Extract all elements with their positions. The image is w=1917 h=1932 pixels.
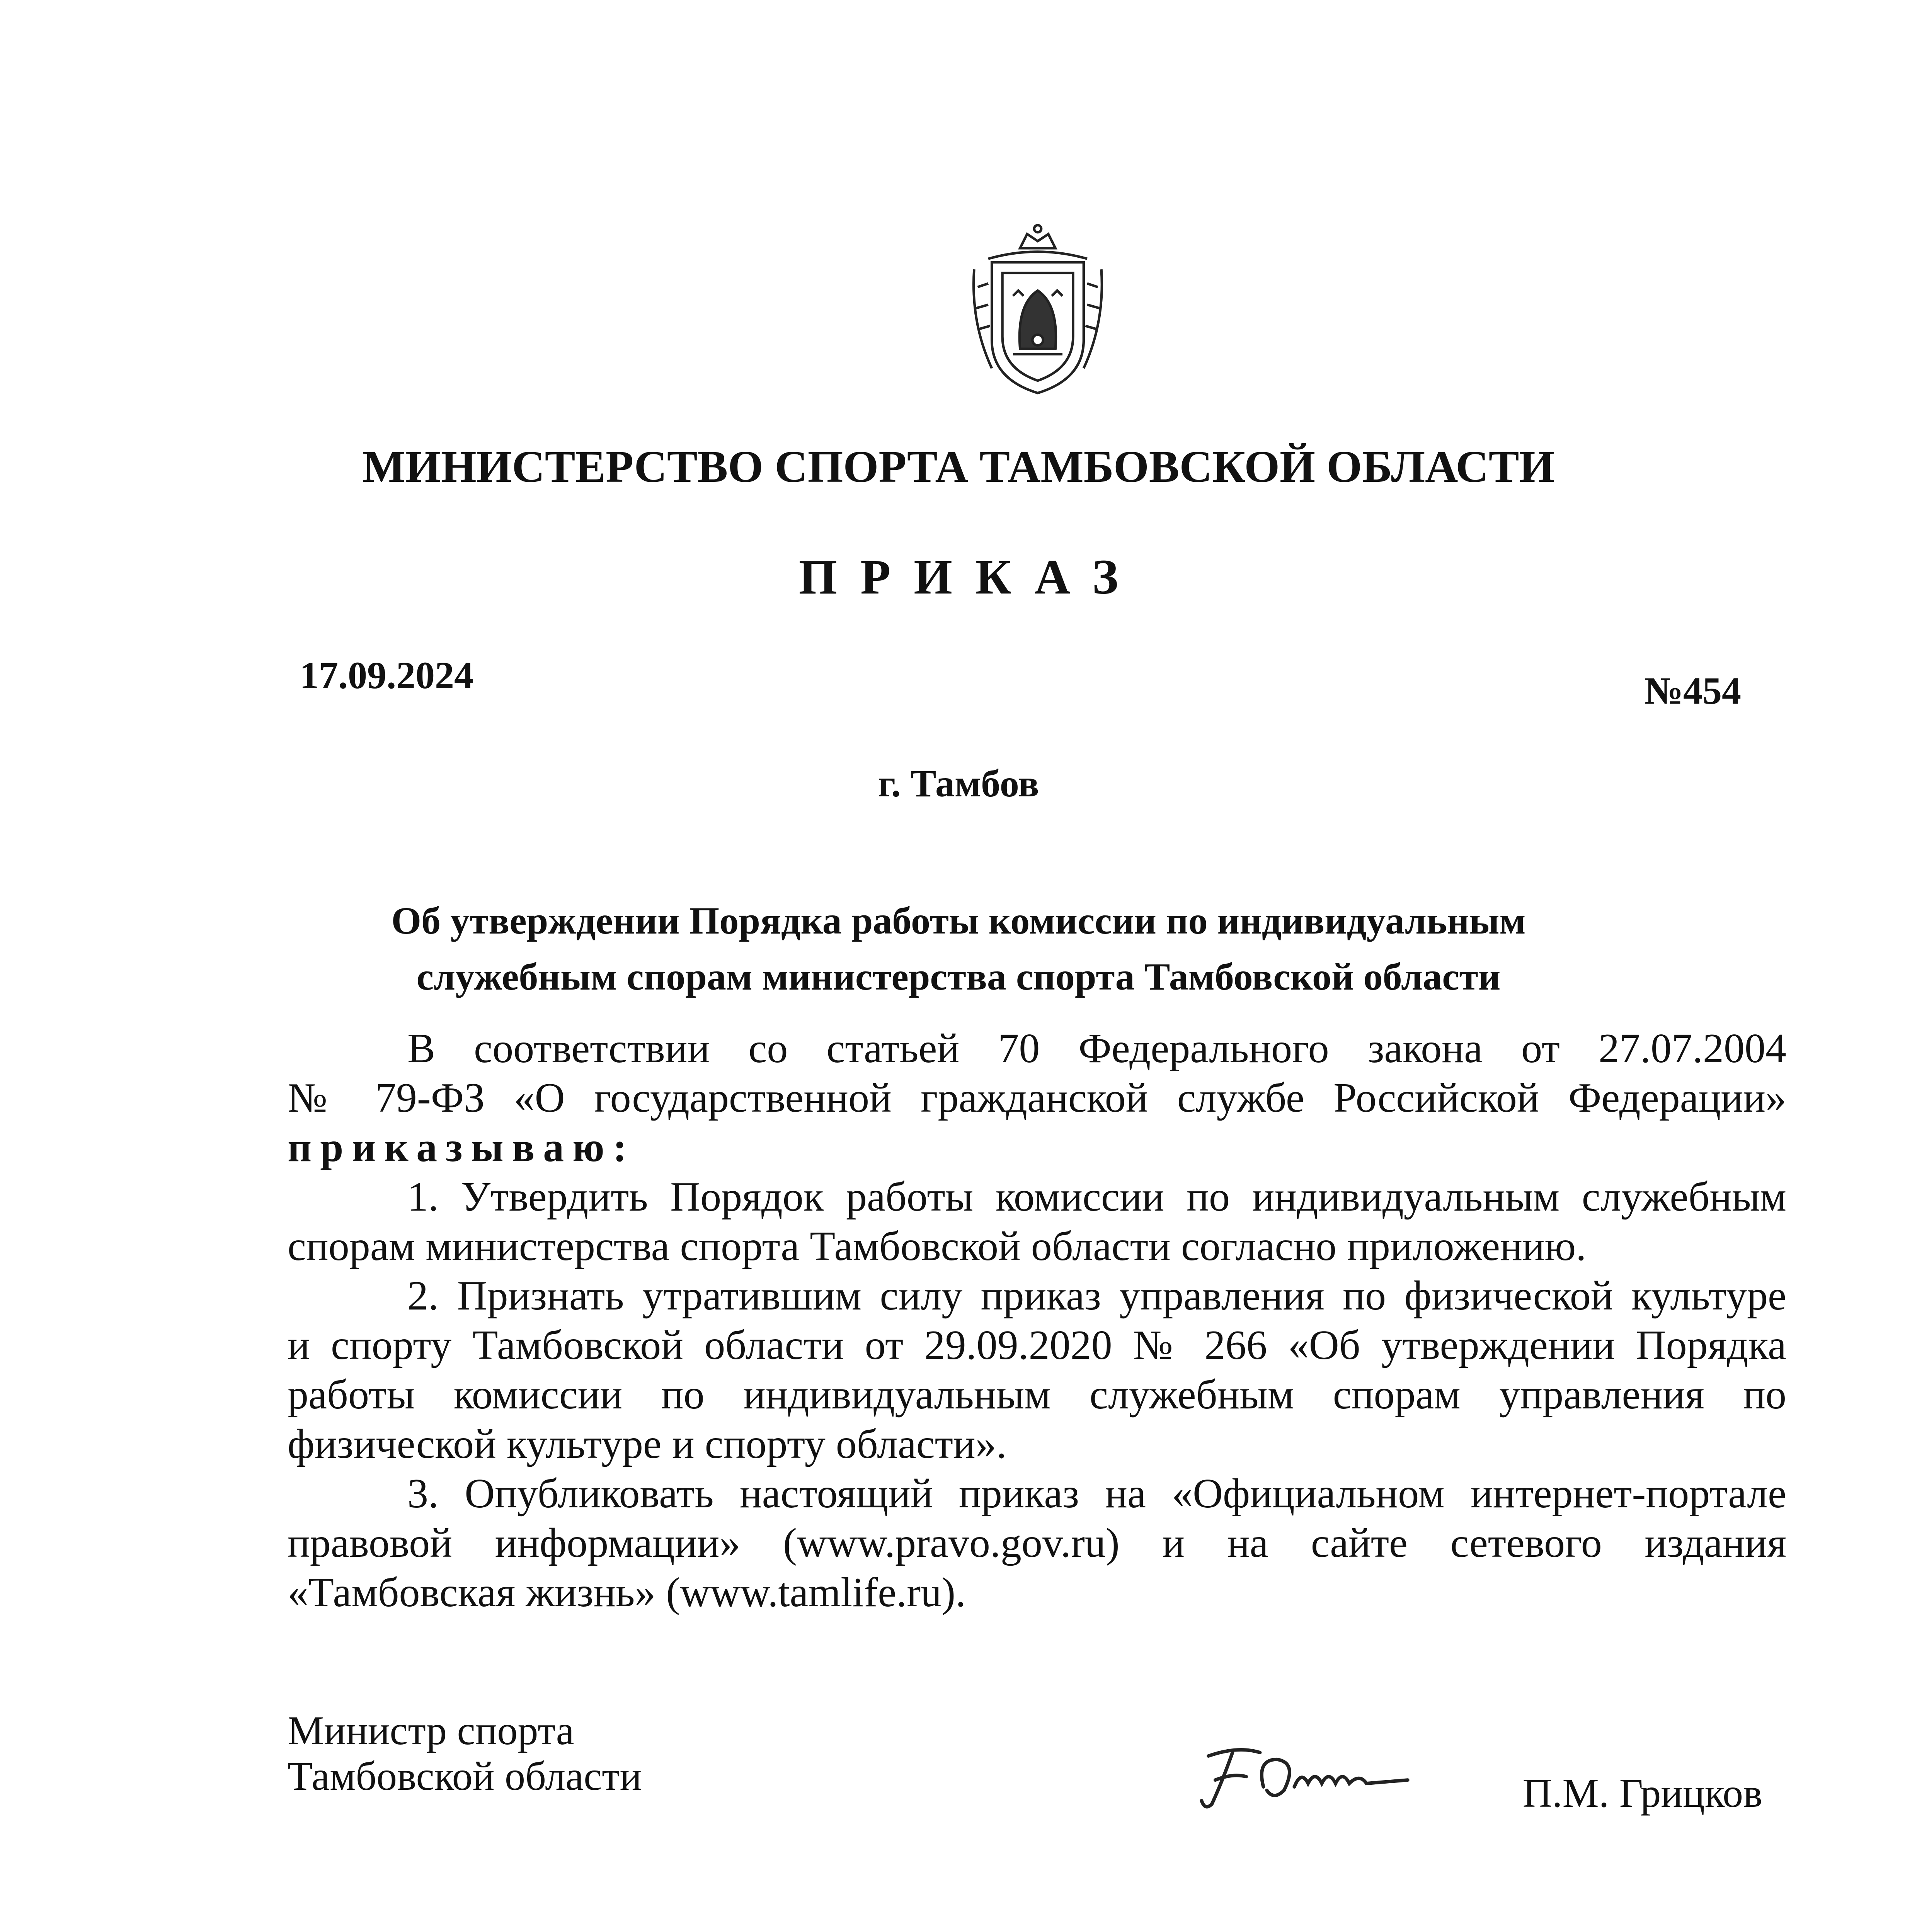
title-line: Об утверждении Порядка работы комиссии по индивидуальным	[391, 899, 1526, 942]
item-2-line: физической культуре и спорту области».	[288, 1421, 1007, 1467]
item-2-line: работы комиссии по индивидуальным служебным спорам управления по	[288, 1372, 1786, 1418]
item-2-line: и спорту Тамбовской области от 29.09.2020 № 266 «Об утверждении Порядка	[288, 1322, 1786, 1368]
signatory-position-line: Тамбовской области	[288, 1753, 642, 1799]
signatory-position	[288, 1708, 642, 1799]
document-body	[288, 1024, 1786, 1617]
order-word: приказываю	[288, 1124, 613, 1170]
item-3-line: «Тамбовская жизнь» (www.tamlife.ru).	[288, 1570, 966, 1616]
item-1-line: спорам министерства спорта Тамбовской области согласно приложению.	[288, 1223, 1587, 1269]
item-3-line: правовой информации» (www.pravo.gov.ru) и на сайте сетевого издания	[288, 1520, 1786, 1566]
item-1-line: 1. Утвердить Порядок работы комиссии по индивидуальным служебным	[407, 1174, 1786, 1220]
document-date: 17.09.2024	[300, 654, 473, 697]
ministry-name: МИНИСТЕРСТВО СПОРТА ТАМБОВСКОЙ ОБЛАСТИ	[362, 441, 1555, 492]
document-title	[0, 893, 1917, 1005]
order-word-line	[288, 1123, 1786, 1172]
preamble-line: № 79-ФЗ «О государственной гражданской службе Российской Федерации»	[288, 1075, 1786, 1121]
item-2-line: 2. Признать утратившим силу приказ управления по физической культуре	[407, 1273, 1786, 1319]
title-line: служебным спорам министерства спорта Тамбовской области	[416, 955, 1501, 998]
signatory-position-line: Министр спорта	[288, 1708, 574, 1753]
document-number: №454	[1644, 669, 1741, 712]
document-city: г. Тамбов	[878, 762, 1039, 805]
order-colon: :	[613, 1124, 627, 1170]
document-type: ПРИКАЗ	[798, 549, 1142, 604]
coat-of-arms-emblem	[966, 216, 1109, 402]
handwritten-signature	[1190, 1739, 1422, 1816]
item-3-line: 3. Опубликовать настоящий приказ на «Официальном интернет-портале	[407, 1471, 1786, 1517]
preamble-line: В соответствии со статьей 70 Федерального закона от 27.07.2004	[407, 1026, 1786, 1071]
signatory-name: П.М. Грицков	[1522, 1770, 1762, 1816]
